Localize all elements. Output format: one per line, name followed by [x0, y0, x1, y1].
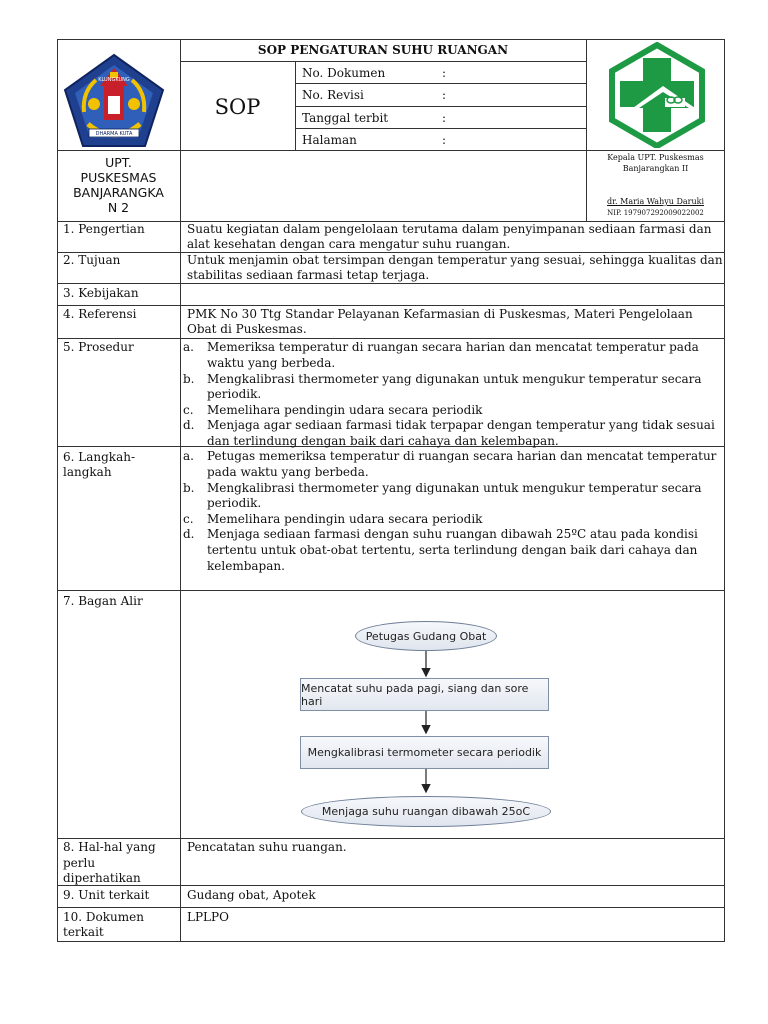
- puskesmas-cross-icon: [605, 42, 709, 148]
- langkah-b-marker: b.: [183, 481, 195, 495]
- signatory-title-2: Banjarangkan II: [622, 164, 689, 173]
- langkah-d-line-3: kelembapan.: [207, 559, 285, 573]
- regency-emblem-label: KLUNGKUNG: [98, 77, 130, 83]
- row-label-hal-line-3: diperhatikan: [63, 871, 141, 885]
- doc-field-date-sep: :: [442, 111, 447, 125]
- prosedur-b-line-1: Mengkalibrasi thermometer yang digunakan untuk mengukur temperatur secara: [207, 372, 702, 386]
- prosedur-d-line-2: dan terlindung dengan baik dari cahaya dan kelembapan.: [207, 434, 559, 448]
- prosedur-c-marker: c.: [183, 403, 194, 417]
- doc-field-page-sep: :: [442, 133, 447, 147]
- langkah-d-line-2: tertentu untuk obat-obat tertentu, serta terlindung dengan baik dari cahaya dan: [207, 543, 698, 557]
- regency-emblem-icon: [62, 52, 166, 150]
- langkah-c-marker: c.: [183, 512, 194, 526]
- sop-label: SOP: [214, 95, 261, 119]
- row-value-hal: Pencatatan suhu ruangan.: [187, 840, 347, 854]
- prosedur-b-line-2: periodik.: [207, 387, 262, 401]
- row-value-referensi-line-1: PMK No 30 Ttg Standar Pelayanan Kefarmasian di Puskesmas, Materi Pengelolaan: [187, 307, 693, 321]
- row-value-tujuan-line-2: stabilitas sediaan farmasi tetap terjaga.: [187, 268, 430, 282]
- puskesmas-logo: [605, 42, 709, 148]
- row-label-pengertian: 1. Pengertian: [63, 222, 145, 236]
- prosedur-b-marker: b.: [183, 372, 195, 386]
- signatory-name: dr. Maria Wahyu Daruki: [606, 197, 705, 206]
- unit-name-line-3: BANJARANGKA: [73, 185, 164, 200]
- row-value-pengertian-line-1: Suatu kegiatan dalam pengelolaan terutama dalam penyimpanan sediaan farmasi dan: [187, 222, 712, 236]
- langkah-a-line-1: Petugas memeriksa temperatur di ruangan secara harian dan mencatat temperatur: [207, 449, 717, 463]
- doc-field-number-label: No. Dokumen: [302, 66, 386, 80]
- row-label-dokumen-line-1: 10. Dokumen: [63, 910, 144, 924]
- langkah-b-line-1: Mengkalibrasi thermometer yang digunakan untuk mengukur temperatur secara: [207, 481, 702, 495]
- row-label-bagan: 7. Bagan Alir: [63, 594, 143, 608]
- row-value-tujuan-line-1: Untuk menjamin obat tersimpan dengan temperatur yang sesuai, sehingga kualitas dan: [187, 253, 723, 267]
- row-label-hal-line-1: 8. Hal-hal yang: [63, 840, 156, 854]
- langkah-d-line-1: Menjaga sediaan farmasi dengan suhu ruangan dibawah 25ºC atau pada kondisi: [207, 527, 698, 541]
- row-value-unit: Gudang obat, Apotek: [187, 888, 316, 902]
- flow-step-start: Petugas Gudang Obat: [355, 621, 497, 651]
- prosedur-c-line-1: Memelihara pendingin udara secara periodik: [207, 403, 483, 417]
- prosedur-d-marker: d.: [183, 418, 195, 432]
- unit-name-line-1: UPT.: [105, 155, 132, 170]
- page-title: SOP PENGATURAN SUHU RUANGAN: [257, 43, 509, 57]
- regency-logo: [62, 52, 166, 150]
- flowchart: [181, 591, 724, 838]
- row-label-langkah-line-1: 6. Langkah-: [63, 450, 136, 464]
- langkah-a-marker: a.: [183, 449, 194, 463]
- flow-step-maintain: Menjaga suhu ruangan dibawah 25oC: [301, 796, 551, 827]
- row-label-dokumen-line-2: terkait: [63, 925, 104, 939]
- flow-step-record: Mencatat suhu pada pagi, siang dan sore hari: [300, 678, 549, 711]
- unit-name-line-4: N 2: [107, 200, 130, 215]
- langkah-a-line-2: pada waktu yang berbeda.: [207, 465, 369, 479]
- unit-name-line-2: PUSKESMAS: [80, 170, 157, 185]
- flow-step-calibrate: Mengkalibrasi termometer secara periodik: [300, 736, 549, 769]
- row-value-pengertian-line-2: alat kesehatan dengan cara mengatur suhu ruangan.: [187, 237, 511, 251]
- prosedur-a-line-2: waktu yang berbeda.: [207, 356, 336, 370]
- row-label-hal-line-2: perlu: [63, 856, 96, 870]
- langkah-d-marker: d.: [183, 527, 195, 541]
- row-label-kebijakan: 3. Kebijakan: [63, 286, 139, 300]
- prosedur-a-line-1: Memeriksa temperatur di ruangan secara harian dan mencatat temperatur pada: [207, 340, 699, 354]
- row-label-langkah-line-2: langkah: [63, 465, 112, 479]
- regency-emblem-banner: DHARMA KUTA: [95, 131, 133, 137]
- row-label-tujuan: 2. Tujuan: [63, 253, 121, 267]
- doc-field-revision-sep: :: [442, 88, 447, 102]
- doc-field-date-label: Tanggal terbit: [302, 111, 389, 125]
- row-label-unit: 9. Unit terkait: [63, 888, 150, 902]
- row-value-dokumen: LPLPO: [187, 910, 229, 924]
- doc-field-revision-label: No. Revisi: [302, 88, 364, 102]
- row-value-referensi-line-2: Obat di Puskesmas.: [187, 322, 307, 336]
- row-label-prosedur: 5. Prosedur: [63, 340, 134, 354]
- doc-field-number-sep: :: [442, 66, 447, 80]
- langkah-b-line-2: periodik.: [207, 496, 262, 510]
- langkah-c-line-1: Memelihara pendingin udara secara periodik: [207, 512, 483, 526]
- prosedur-a-marker: a.: [183, 340, 194, 354]
- doc-field-page-label: Halaman: [302, 133, 357, 147]
- signatory-title-1: Kepala UPT. Puskesmas: [607, 153, 704, 162]
- row-label-referensi: 4. Referensi: [63, 307, 137, 321]
- signatory-nip: NIP. 197907292009022002: [607, 209, 704, 217]
- prosedur-d-line-1: Menjaga agar sediaan farmasi tidak terpapar dengan temperatur yang tidak sesuai: [207, 418, 715, 432]
